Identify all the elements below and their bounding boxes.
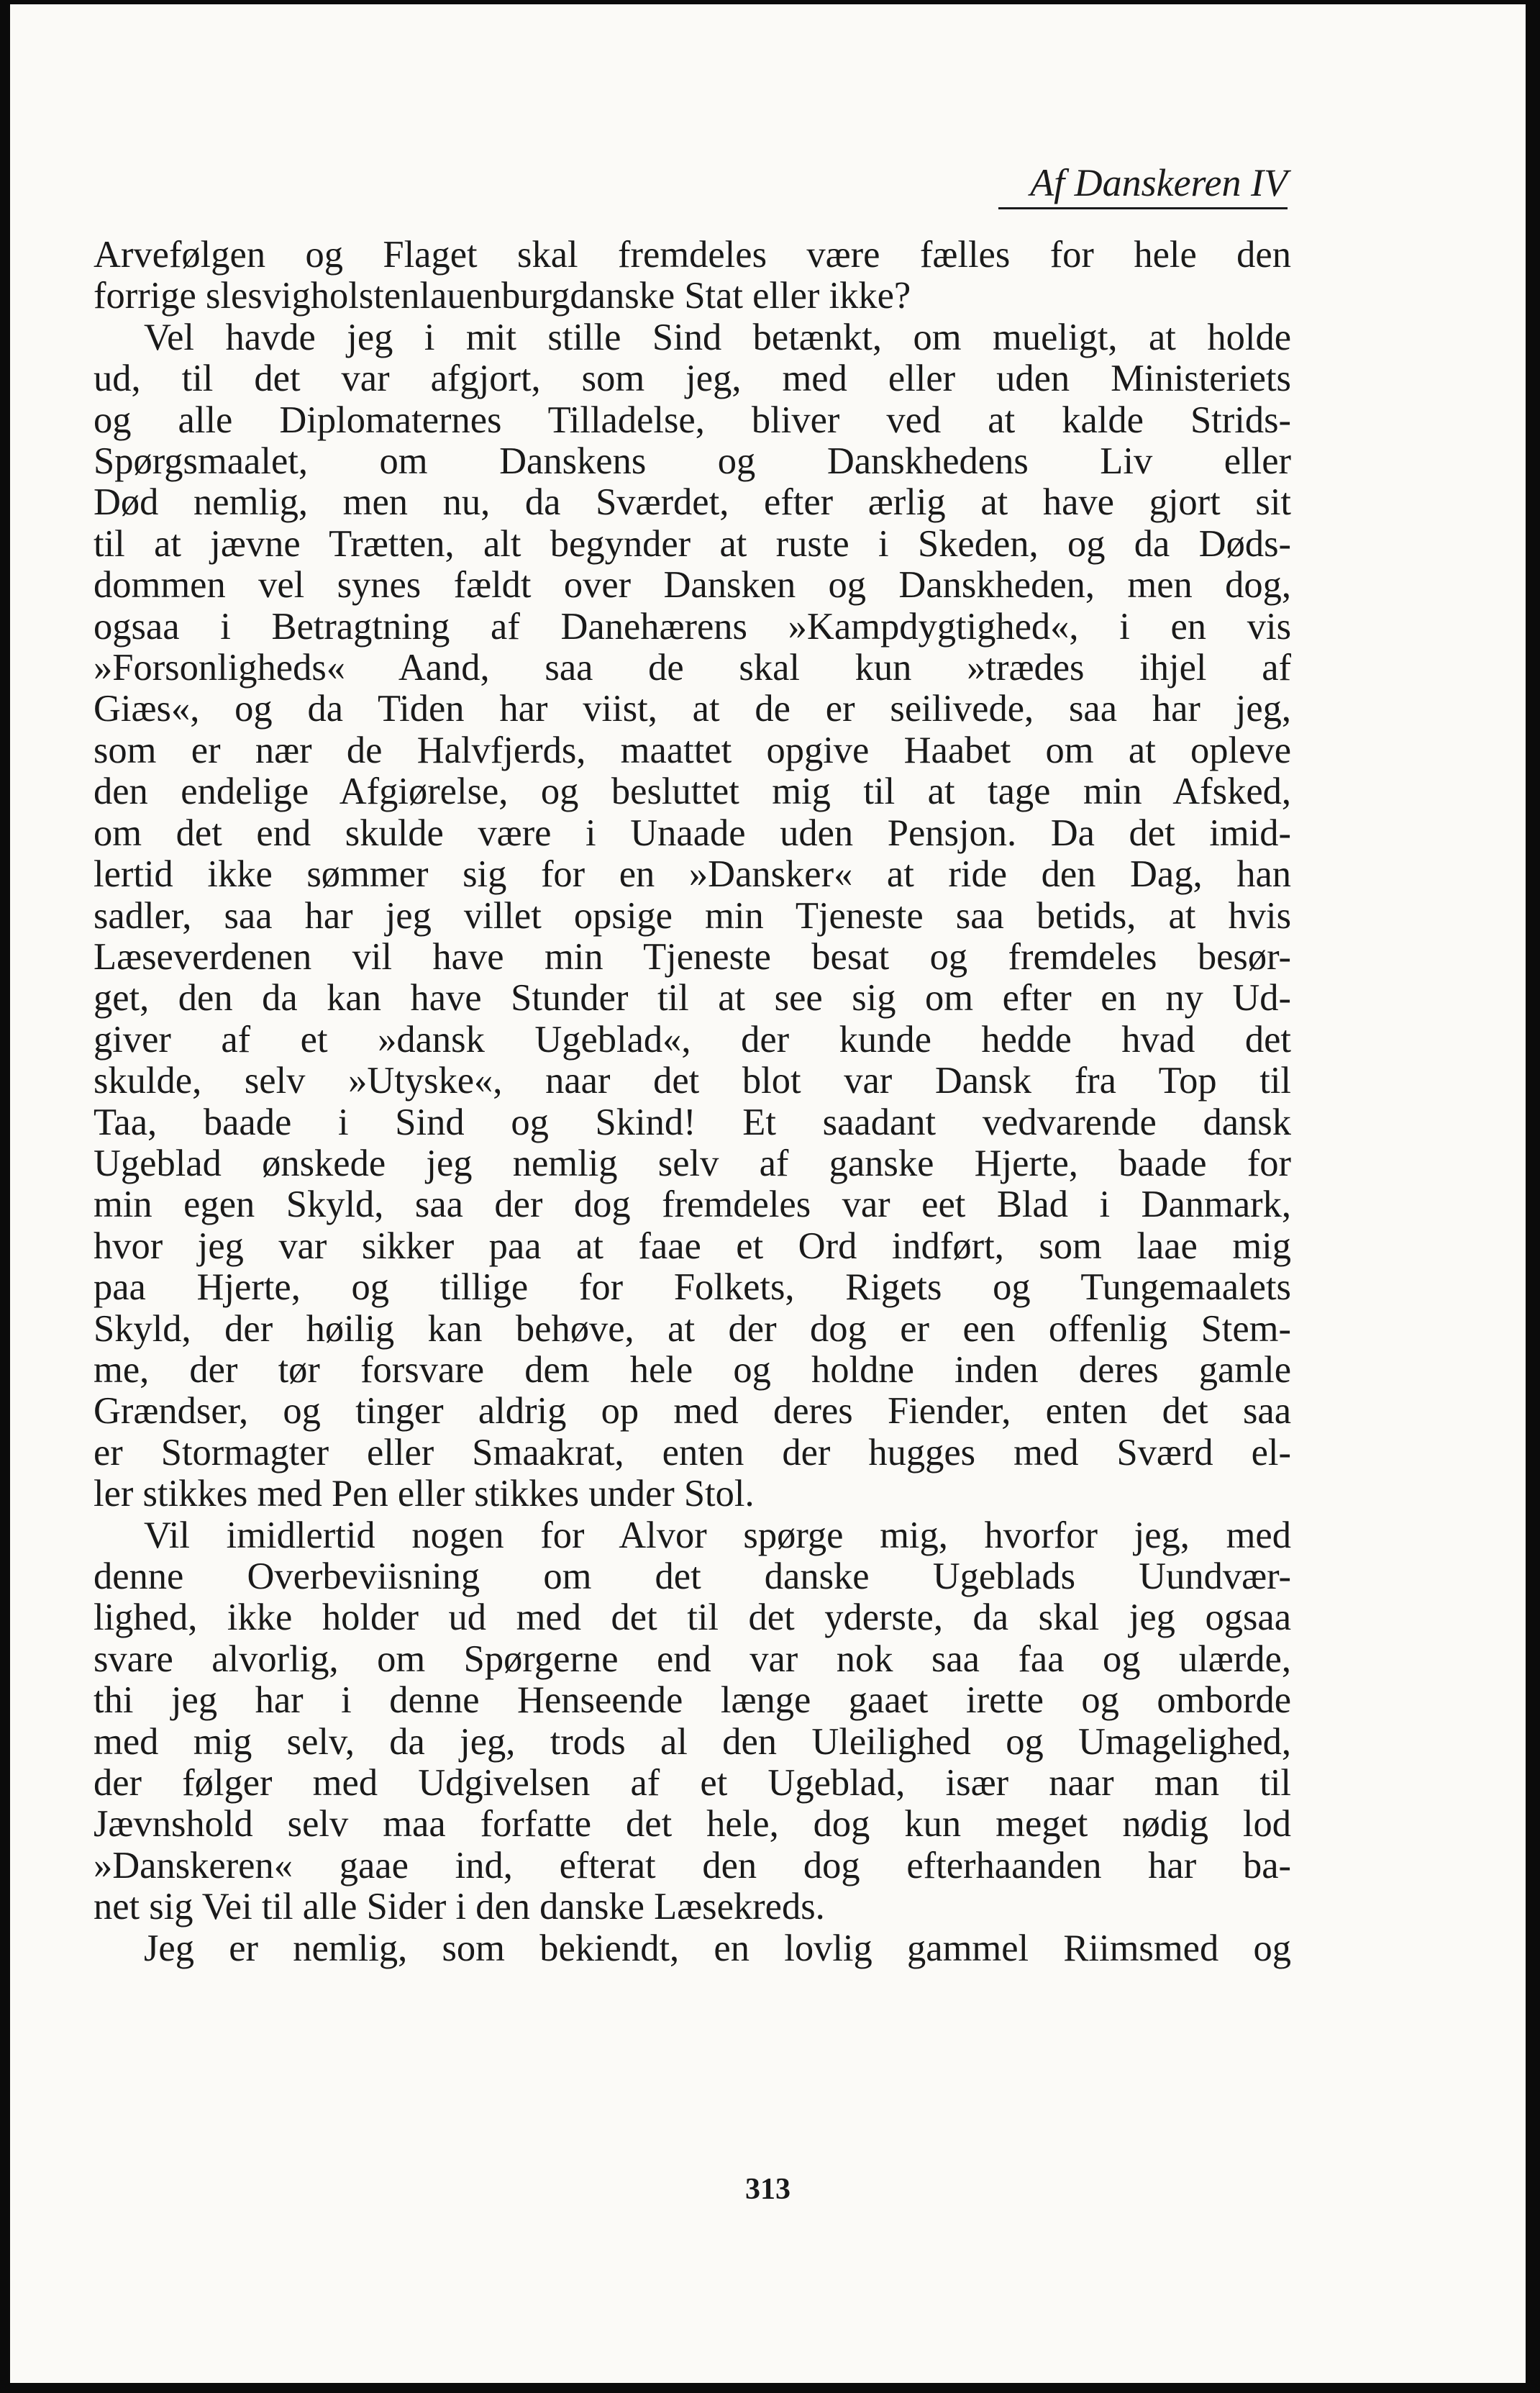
text-line: net sig Vei til alle Sider i den danske Læsekreds. (94, 1886, 825, 1928)
text-line: lertid ikke sømmer sig for en »Dansker« at ride den Dag, han (94, 853, 1291, 896)
text-line: Jeg er nemlig, som bekiendt, en lovlig gammel Riimsmed og (144, 1927, 1291, 1969)
text-line: ogsaa i Betragtning af Danehærens »Kampdygtighed«, i en vis (94, 605, 1291, 648)
text-line: Vil imidlertid nogen for Alvor spørge mig, hvorfor jeg, med (144, 1514, 1291, 1556)
page-number: 313 (745, 2173, 790, 2206)
text-line: Ugeblad ønskede jeg nemlig selv af ganske Hjerte, baade for (94, 1142, 1291, 1184)
text-line: paa Hjerte, og tillige for Folkets, Rigets og Tungemaalets (94, 1266, 1291, 1309)
text-line: om det end skulde være i Unaade uden Pensjon. Da det imid- (94, 812, 1291, 854)
text-line: til at jævne Trætten, alt begynder at ruste i Skeden, og da Døds- (94, 522, 1291, 565)
text-line: Arvefølgen og Flaget skal fremdeles være fælles for hele den (94, 234, 1291, 276)
text-line: Vel havde jeg i mit stille Sind betænkt, om mueligt, at holde (144, 316, 1291, 358)
text-line: giver af et »dansk Ugeblad«, der kunde hedde hvad det (94, 1018, 1291, 1061)
book-page (10, 4, 1526, 2383)
text-line: sadler, saa har jeg villet opsige min Tjeneste saa betids, at hvis (94, 894, 1291, 937)
text-line: med mig selv, da jeg, trods al den Uleilighed og Umagelighed, (94, 1720, 1291, 1763)
text-line: som er nær de Halvfjerds, maattet opgive Haabet om at opleve (94, 729, 1291, 771)
text-line: min egen Skyld, saa der dog fremdeles var eet Blad i Danmark, (94, 1184, 1291, 1226)
text-line: og alle Diplomaternes Tilladelse, bliver ved at kalde Strids- (94, 399, 1291, 441)
text-line: thi jeg har i denne Henseende længe gaaet irette og omborde (94, 1679, 1291, 1722)
text-line: ud, til det var afgjort, som jeg, med eller uden Ministeriets (94, 358, 1291, 400)
text-line: Læseverdenen vil have min Tjeneste besat og fremdeles besør- (94, 935, 1291, 978)
text-line: »Forsonligheds« Aand, saa de skal kun »trædes ihjel af (94, 647, 1291, 689)
text-line: Taa, baade i Sind og Skind! Et saadant vedvarende dansk (94, 1101, 1291, 1143)
text-line: lighed, ikke holder ud med det til det yderste, da skal jeg ogsaa (94, 1597, 1291, 1639)
text-line: Giæs«, og da Tiden har viist, at de er seilivede, saa har jeg, (94, 688, 1291, 730)
text-line: me, der tør forsvare dem hele og holdne inden deres gamle (94, 1348, 1291, 1391)
text-line: skulde, selv »Utyske«, naar det blot var Dansk fra Top til (94, 1060, 1291, 1102)
text-line: er Stormagter eller Smaakrat, enten der hugges med Sværd el- (94, 1431, 1291, 1474)
text-line: »Danskeren« gaae ind, efterat den dog efterhaanden har ba- (94, 1844, 1291, 1886)
text-line: svare alvorlig, om Spørgerne end var nok saa faa og ulærde, (94, 1638, 1291, 1680)
text-line: den endelige Afgiørelse, og besluttet mig til at tage min Afsked, (94, 771, 1291, 813)
text-line: dommen vel synes fældt over Dansken og Danskheden, men dog, (94, 564, 1291, 607)
running-head: Af Danskeren IV (998, 161, 1288, 209)
text-line: der følger med Udgivelsen af et Ugeblad, især naar man til (94, 1762, 1291, 1804)
text-line: Spørgsmaalet, om Danskens og Danskhedens Liv eller (94, 440, 1291, 483)
text-line: ler stikkes med Pen eller stikkes under Stol. (94, 1473, 755, 1515)
text-line: Jævnshold selv maa forfatte det hele, dog kun meget nødig lod (94, 1803, 1291, 1845)
text-line: forrige slesvigholstenlauenburgdanske Stat eller ikke? (94, 275, 911, 317)
text-line: Død nemlig, men nu, da Sværdet, efter ærlig at have gjort sit (94, 481, 1291, 524)
text-line: denne Overbeviisning om det danske Ugeblads Uundvær- (94, 1556, 1291, 1597)
body-text (94, 235, 1291, 1969)
text-line: hvor jeg var sikker paa at faae et Ord indført, som laae mig (94, 1225, 1291, 1267)
text-line: Skyld, der høilig kan behøve, at der dog er een offenlig Stem- (94, 1307, 1291, 1350)
text-line: Grændser, og tinger aldrig op med deres Fiender, enten det saa (94, 1390, 1291, 1432)
text-line: get, den da kan have Stunder til at see sig om efter en ny Ud- (94, 977, 1291, 1020)
